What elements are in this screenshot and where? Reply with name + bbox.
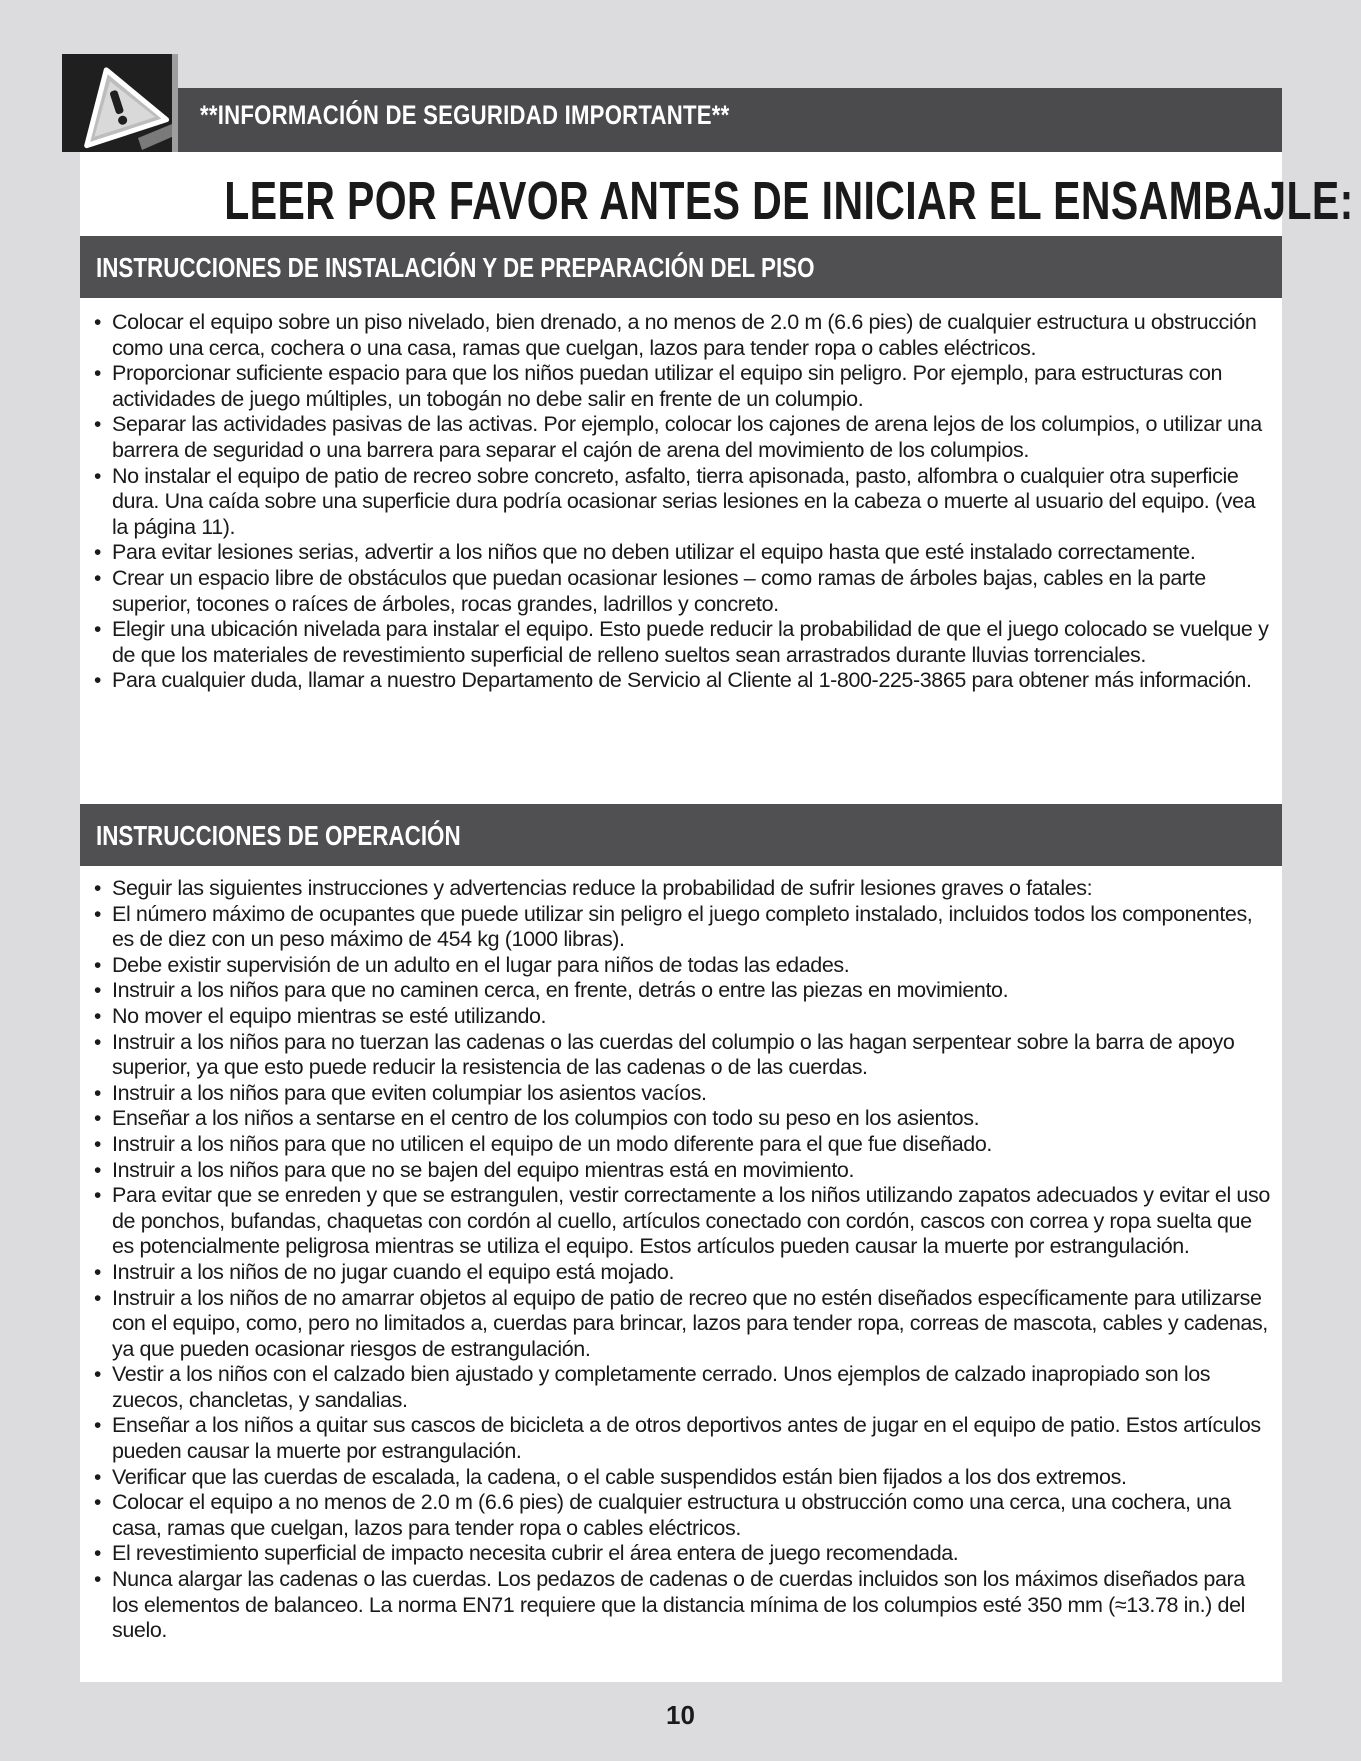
bullet: • — [94, 902, 102, 926]
bullet: • — [94, 362, 102, 386]
bullet: • — [94, 1465, 102, 1489]
list-item-text: Instruir a los niños de no jugar cuando el equipo está mojado. — [112, 1259, 675, 1284]
bullet: • — [94, 1004, 102, 1028]
bullet: • — [94, 979, 102, 1003]
bullet: • — [94, 1414, 102, 1438]
bullet: • — [94, 953, 102, 977]
list-item — [94, 1567, 1274, 1644]
list-item — [94, 1465, 1274, 1491]
list-item — [94, 1541, 1274, 1567]
list-item-text: Colocar el equipo sobre un piso nivelado, bien drenado, a no menos de 2.0 m (6.6 pies) de cualquier estructura u obstrucción como una cerca, cochera o una casa, ramas que cuelgan, lazos para tender ropa o cables eléctricos. — [112, 310, 1257, 360]
safety-banner-text: **INFORMACIÓN DE SEGURIDAD IMPORTANTE** — [200, 100, 730, 130]
list-item — [94, 412, 1274, 463]
list-item-text: Seguir las siguientes instrucciones y advertencias reduce la probabilidad de sufrir lesiones graves o fatales: — [112, 876, 1093, 900]
list-item-text: Instruir a los niños para no tuerzan las cadenas o las cuerdas del columpio o las hagan serpentear sobre la barra de apoyo superior, ya que esto puede reducir la resistencia de las cadenas o de las cuerdas. — [112, 1029, 1235, 1080]
list-item-text: No mover el equipo mientras se esté utilizando. — [112, 1003, 547, 1028]
section-header-installation — [80, 236, 1282, 298]
content-panel — [80, 152, 1354, 1682]
list-item — [94, 361, 1274, 412]
list-item — [94, 1106, 1274, 1132]
section-heading: INSTRUCCIONES DE OPERACIÓN — [96, 820, 461, 851]
list-item-text: Instruir a los niños para que eviten columpiar los asientos vacíos. — [112, 1080, 707, 1105]
list-item — [94, 1132, 1274, 1158]
bullet: • — [94, 1260, 102, 1284]
list-item-text: Nunca alargar las cadenas o las cuerdas. Los pedazos de cadenas o de cuerdas incluidos son los máximos diseñados para los elementos de balanceo. La norma EN71 requiere que la distancia mínima de los columpios esté 350 mm (≈13.78 in.) del suelo. — [112, 1567, 1246, 1643]
list-item — [94, 310, 1274, 361]
list-item — [94, 978, 1274, 1004]
bullet: • — [94, 541, 102, 565]
list-item — [94, 1490, 1274, 1541]
list-item-text: Verificar que las cuerdas de escalada, la cadena, o el cable suspendidos están bien fijados a los dos extremos. — [112, 1464, 1127, 1489]
bullet: • — [94, 1542, 102, 1566]
list-item-text: Enseñar a los niños a sentarse en el centro de los columpios con todo su peso en los asientos. — [112, 1106, 980, 1131]
list-item-text: Proporcionar suficiente espacio para que los niños puedan utilizar el equipo sin peligro. Por ejemplo, para estructuras con actividades de juego múltiples, un tobogán no debe salir en frente de un columpio. — [112, 361, 1223, 411]
bullet: • — [94, 1568, 102, 1592]
section-heading: INSTRUCCIONES DE INSTALACIÓN Y DE PREPARACIÓN DEL PISO — [96, 252, 815, 283]
list-item — [94, 464, 1274, 541]
list-item — [94, 1030, 1274, 1081]
list-item-text: Para cualquier duda, llamar a nuestro Departamento de Servicio al Cliente al 1-800-225-3865 para obtener más información. — [112, 668, 1252, 693]
bullet: • — [94, 1286, 102, 1310]
list-item — [94, 1413, 1274, 1464]
list-item-text: Para evitar lesiones serias, advertir a los niños que no deben utilizar el equipo hasta que esté instalado correctamente. — [112, 540, 1196, 565]
list-item — [94, 902, 1274, 953]
list-item — [94, 1183, 1274, 1260]
list-item-text: El número máximo de ocupantes que puede utilizar sin peligro el juego completo instalado, incluidos todos los componentes, es de diez con un peso máximo de 454 kg (1000 libras). — [112, 901, 1253, 952]
page-title: LEER POR FAVOR ANTES DE INICIAR EL ENSAMBAJLE: — [224, 171, 1354, 231]
bullet: • — [94, 1132, 102, 1156]
bullet: • — [94, 413, 102, 437]
list-item — [94, 1362, 1274, 1413]
list-item — [94, 1004, 1274, 1030]
operation-list — [94, 876, 1274, 1644]
bullet: • — [94, 877, 102, 900]
list-item — [94, 876, 1274, 902]
bullet: • — [94, 1030, 102, 1054]
warning-icon-box — [62, 54, 174, 152]
list-item-text: Separar las actividades pasivas de las activas. Por ejemplo, colocar los cajones de arena lejos de los columpios, o utilizar una barrera de seguridad o una barrera para separar el cajón de arena del movimiento de los columpios. — [112, 412, 1262, 462]
list-item — [94, 668, 1274, 694]
list-item-text: Instruir a los niños para que no utilicen el equipo de un modo diferente para el que fue diseñado. — [112, 1131, 992, 1156]
list-item-text: Instruir a los niños para que no se bajen del equipo mientras está en movimiento. — [112, 1157, 855, 1182]
list-item — [94, 566, 1274, 617]
list-item — [94, 1158, 1274, 1184]
section-header-operation — [80, 804, 1282, 866]
list-item-text: Colocar el equipo a no menos de 2.0 m (6.6 pies) de cualquier estructura u obstrucción como una cerca, una cochera, una casa, ramas que cuelgan, lazos para tender ropa o cables eléctricos. — [112, 1490, 1231, 1540]
bullet: • — [94, 1107, 102, 1131]
list-item-text: El revestimiento superficial de impacto necesita cubrir el área entera de juego recomendada. — [112, 1541, 959, 1566]
bullet: • — [94, 566, 102, 590]
bullet: • — [94, 311, 102, 334]
bullet: • — [94, 464, 102, 488]
list-item — [94, 617, 1274, 668]
list-item-text: Instruir a los niños para que no caminen cerca, en frente, detrás o entre las piezas en movimiento. — [112, 978, 1009, 1003]
list-item — [94, 953, 1274, 979]
list-item — [94, 540, 1274, 566]
list-item-text: Elegir una ubicación nivelada para instalar el equipo. Esto puede reducir la probabilidad de que el juego colocado se vuelque y de que los materiales de revestimiento superficial de relleno sueltos sean arrastrados durante lluvias torrenciales. — [112, 617, 1269, 667]
bullet: • — [94, 1491, 102, 1515]
bullet: • — [94, 1363, 102, 1387]
list-item — [94, 1260, 1274, 1286]
bullet: • — [94, 669, 102, 693]
list-item-text: Para evitar que se enreden y que se estrangulen, vestir correctamente a los niños utilizando zapatos adecuados y evitar el uso de ponchos, bufandas, chaquetas con cordón al cuello, artículos conectado con cordón, cascos con correa y ropa suelta que es potencialmente peligrosa mientras se utiliza el equipo. Estos artículos pueden causar la muerte por estrangulación. — [112, 1183, 1270, 1259]
bullet: • — [94, 618, 102, 642]
page-number: 10 — [666, 1700, 695, 1730]
bullet: • — [94, 1081, 102, 1105]
warning-triangle-icon — [62, 54, 174, 152]
list-item-text: Instruir a los niños de no amarrar objetos al equipo de patio de recreo que no estén diseñados específicamente para utilizarse con el equipo, como, pero no limitados a, cuerdas para brincar, lazos para tender ropa, correas de mascota, cables y cadenas, ya que pueden ocasionar riesgos de estrangulación. — [112, 1285, 1268, 1361]
list-item — [94, 1286, 1274, 1363]
list-item — [94, 1081, 1274, 1107]
installation-list — [94, 310, 1274, 694]
list-item-text: Crear un espacio libre de obstáculos que puedan ocasionar lesiones – como ramas de árboles bajas, cables en la parte superior, tocones o raíces de árboles, rocas grandes, ladrillos y concreto. — [112, 565, 1206, 616]
safety-banner — [178, 88, 1282, 152]
list-item-text: Vestir a los niños con el calzado bien ajustado y completamente cerrado. Unos ejemplos de calzado inapropiado son los zuecos, chancletas, y sandalias. — [112, 1362, 1211, 1412]
list-item-text: No instalar el equipo de patio de recreo sobre concreto, asfalto, tierra apisonada, pasto, alfombra o cualquier otra superficie dura. Una caída sobre una superficie dura podría ocasionar serias lesiones en la cabeza o muerte al usuario del equipo. (vea la página 11). — [112, 463, 1256, 539]
bullet: • — [94, 1184, 102, 1208]
list-item-text: Debe existir supervisión de un adulto en el lugar para niños de todas las edades. — [112, 952, 850, 977]
bullet: • — [94, 1158, 102, 1182]
list-item-text: Enseñar a los niños a quitar sus cascos de bicicleta a de otros deportivos antes de jugar en el equipo de patio. Estos artículos pueden causar la muerte por estrangulación. — [112, 1413, 1261, 1464]
